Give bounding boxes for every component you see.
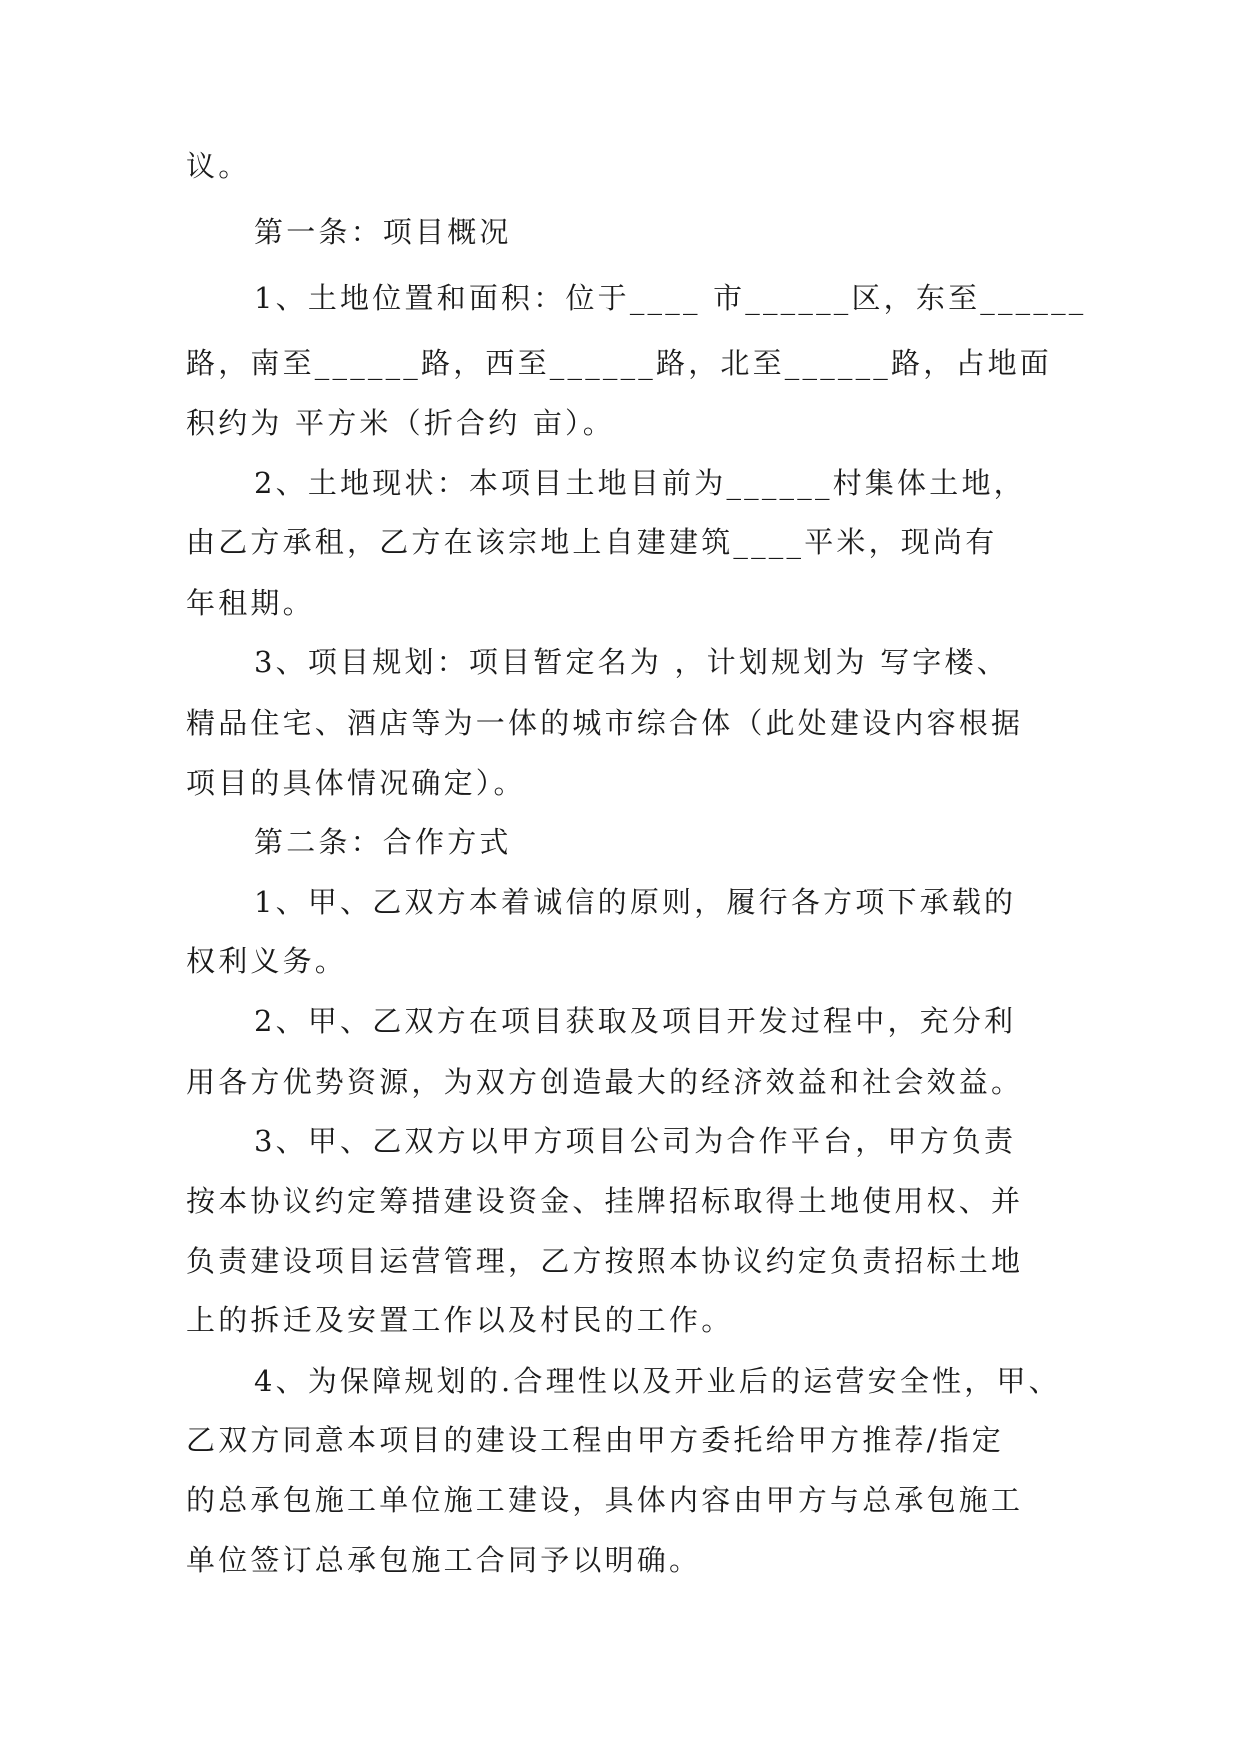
text-line: 负责建设项目运营管理，乙方按照本协议约定负责招标土地 <box>186 1244 1024 1278</box>
text-line: 项目的具体情况确定）。 <box>186 766 526 800</box>
text-line: 2、土地现状：本项目土地目前为______村集体土地， <box>254 466 1026 500</box>
text-line: 乙双方同意本项目的建设工程由甲方委托给甲方推荐/指定 <box>186 1423 1004 1457</box>
text-line: 2、甲、乙双方在项目获取及项目开发过程中，充分利 <box>254 1004 1017 1038</box>
text-line: 精品住宅、酒店等为一体的城市综合体（此处建设内容根据 <box>186 706 1024 740</box>
text-line: 按本协议约定筹措建设资金、挂牌招标取得土地使用权、并 <box>186 1184 1024 1218</box>
section-heading: 第一条：项目概况 <box>254 215 512 249</box>
text-line: 议。 <box>186 149 251 183</box>
text-line: 由乙方承租，乙方在该宗地上自建建筑____平米，现尚有 <box>186 525 998 559</box>
text-line: 3、项目规划：项目暂定名为 ，计划规划为 写字楼、 <box>254 645 1009 679</box>
text-line: 3、甲、乙双方以甲方项目公司为合作平台，甲方负责 <box>254 1124 1017 1158</box>
text-line: 4、为保障规划的.合理性以及开业后的运营安全性，甲、 <box>254 1364 1061 1398</box>
text-line: 1、土地位置和面积：位于____ 市______区，东至______ <box>254 281 1087 315</box>
text-line: 权利义务。 <box>186 944 348 978</box>
text-line: 用各方优势资源，为双方创造最大的经济效益和社会效益。 <box>186 1065 1024 1099</box>
text-line: 上的拆迁及安置工作以及村民的工作。 <box>186 1303 734 1337</box>
text-line: 路，南至______路，西至______路，北至______路，占地面 <box>186 346 1053 380</box>
section-heading: 第二条：合作方式 <box>254 825 512 859</box>
text-line: 单位签订总承包施工合同予以明确。 <box>186 1543 702 1577</box>
text-line: 1、甲、乙双方本着诚信的原则，履行各方项下承载的 <box>254 885 1017 919</box>
text-line: 的总承包施工单位施工建设，具体内容由甲方与总承包施工 <box>186 1483 1024 1517</box>
text-line: 积约为 平方米（折合约 亩）。 <box>186 406 615 440</box>
text-line: 年租期。 <box>186 586 315 620</box>
